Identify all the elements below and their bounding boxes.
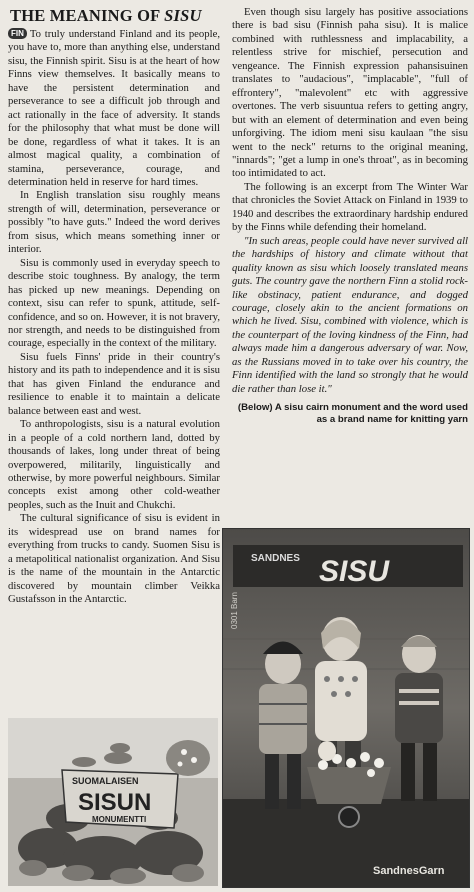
title-prefix: THE MEANING OF	[10, 6, 165, 25]
paragraph-6: The cultural significance of sisu is evident in its widespread use on brand names for everything from trucks to candy. Suomen Sisu is a metapolitical nationalist organization. And Sisu is the name of the mountain in the Antarctic discovered by mountain climber Veikka Gustafsson in the Antarctic.	[8, 512, 220, 606]
photo-caption: (Below) A sisu cairn monument and the word used as a brand name for knitting yarn	[237, 402, 468, 426]
paragraph-winter-war: The following is an excerpt from The Winter War that chronicles the Soviet Attack on Finland in 1939 to 1940 and describes the extraordinary hardship endured by the Finns while defending their homeland.	[232, 180, 468, 234]
cairn-monument-photo	[8, 718, 218, 886]
title-italic: SISU	[164, 6, 202, 25]
sign-line-2: SISUN	[78, 789, 152, 816]
cairn-illustration	[8, 718, 218, 886]
winter-war-quote: "In such areas, people could have never survived all the hardships of history and climate without that quality known as sisu which loosely translated means guts. The country gave the northern Finn a stolid rock-like obstinacy, patient endurance, and dogged courage, closely akin to the ancient formations on which he lived. Sisu, combined with violence, which is the counterpart of the loving kindness of the Finn, had always made him a dangerous adversary of war. Now, as the Russians moved in to take over his country, the Finn identified with the land so strongly that he would die rather than lose it."	[232, 234, 469, 395]
sign-line-3: MONUMENTTI	[92, 815, 147, 824]
brand-bottom: SandnesGarn	[373, 865, 445, 877]
paragraph-1	[8, 28, 220, 189]
product-name: SISU	[319, 555, 390, 588]
paragraph-1-text: To truly understand Finland and its people, you have to, more than anything else, understand sisu, the Finnish spirit. Sisu is at the heart of how Finns view themselves. It basically means to have the persistent determination and perseverance to see a difficult job through and act rationally in the face of adversity. It stands for the philosophy that what must be done will be done, regardless of what it takes. It is an almost magical quality, a combination of stamina, perseverance, courage, and determination held in reserve for hard times.	[8, 28, 220, 188]
paragraph-5: To anthropologists, sisu is a natural evolution in a people of a cold northern land, dotted by thousands of lakes, long under threat of being overpowered, militarily, linguistically and otherwise, by more powerful neighbours. Similar concepts exist among other cold-weather peoples, such as the Inuit and Chukchi.	[8, 418, 220, 511]
brand-top: SANDNES	[251, 553, 300, 564]
left-column	[8, 6, 220, 606]
right-column	[232, 6, 468, 426]
sign-line-1: SUOMALAISEN	[72, 776, 139, 786]
yarn-photo-illustration	[223, 529, 469, 887]
product-code: 0301 Barn	[230, 592, 239, 629]
paragraph-4: Sisu fuels Finns' pride in their country's history and its path to independence and it is sisu that has given Finland the endurance and resilience to enable it to maintain a delicate balance between east and west.	[8, 350, 220, 417]
article-title	[10, 6, 220, 26]
paragraph-2: In English translation sisu roughly means strength of will, determination, perseverance or possibly "to have guts." Indeed the word derives from sisus, which means something inner or interior.	[8, 189, 220, 256]
fin-badge: FIN	[8, 28, 27, 39]
paragraph-3: Sisu is commonly used in everyday speech to describe stoic toughness. By analogy, the term has picked up new meanings. Depending on context, sisu can refer to spunk, attitude, self-confidence, and so on. However, it is not bravery, nor strength, and needs to be distinguished from courage, especially in the context of the military.	[8, 256, 220, 350]
yarn-ad-photo	[222, 528, 470, 888]
paragraph-bad-sisu: Even though sisu largely has positive associations there is bad sisu (Finnish paha sisu). It is malice combined with ruthlessness and implacability, a relentless strive for mischief, persecution and vengeance. The Finnish expression pahansisuinen translates to "audacious", "implacable", "full of effrontery", "malevolent" etc with aggressive overtones. The verb sisuuntua refers to getting angry, but with an element of determination and even being unforgiving. The idiom meni sisu kaulaan "the sisu went to the neck" returns to the original meaning, "innards"; "get a lump in one's throat", as in becoming too intimidated to act.	[232, 6, 468, 180]
